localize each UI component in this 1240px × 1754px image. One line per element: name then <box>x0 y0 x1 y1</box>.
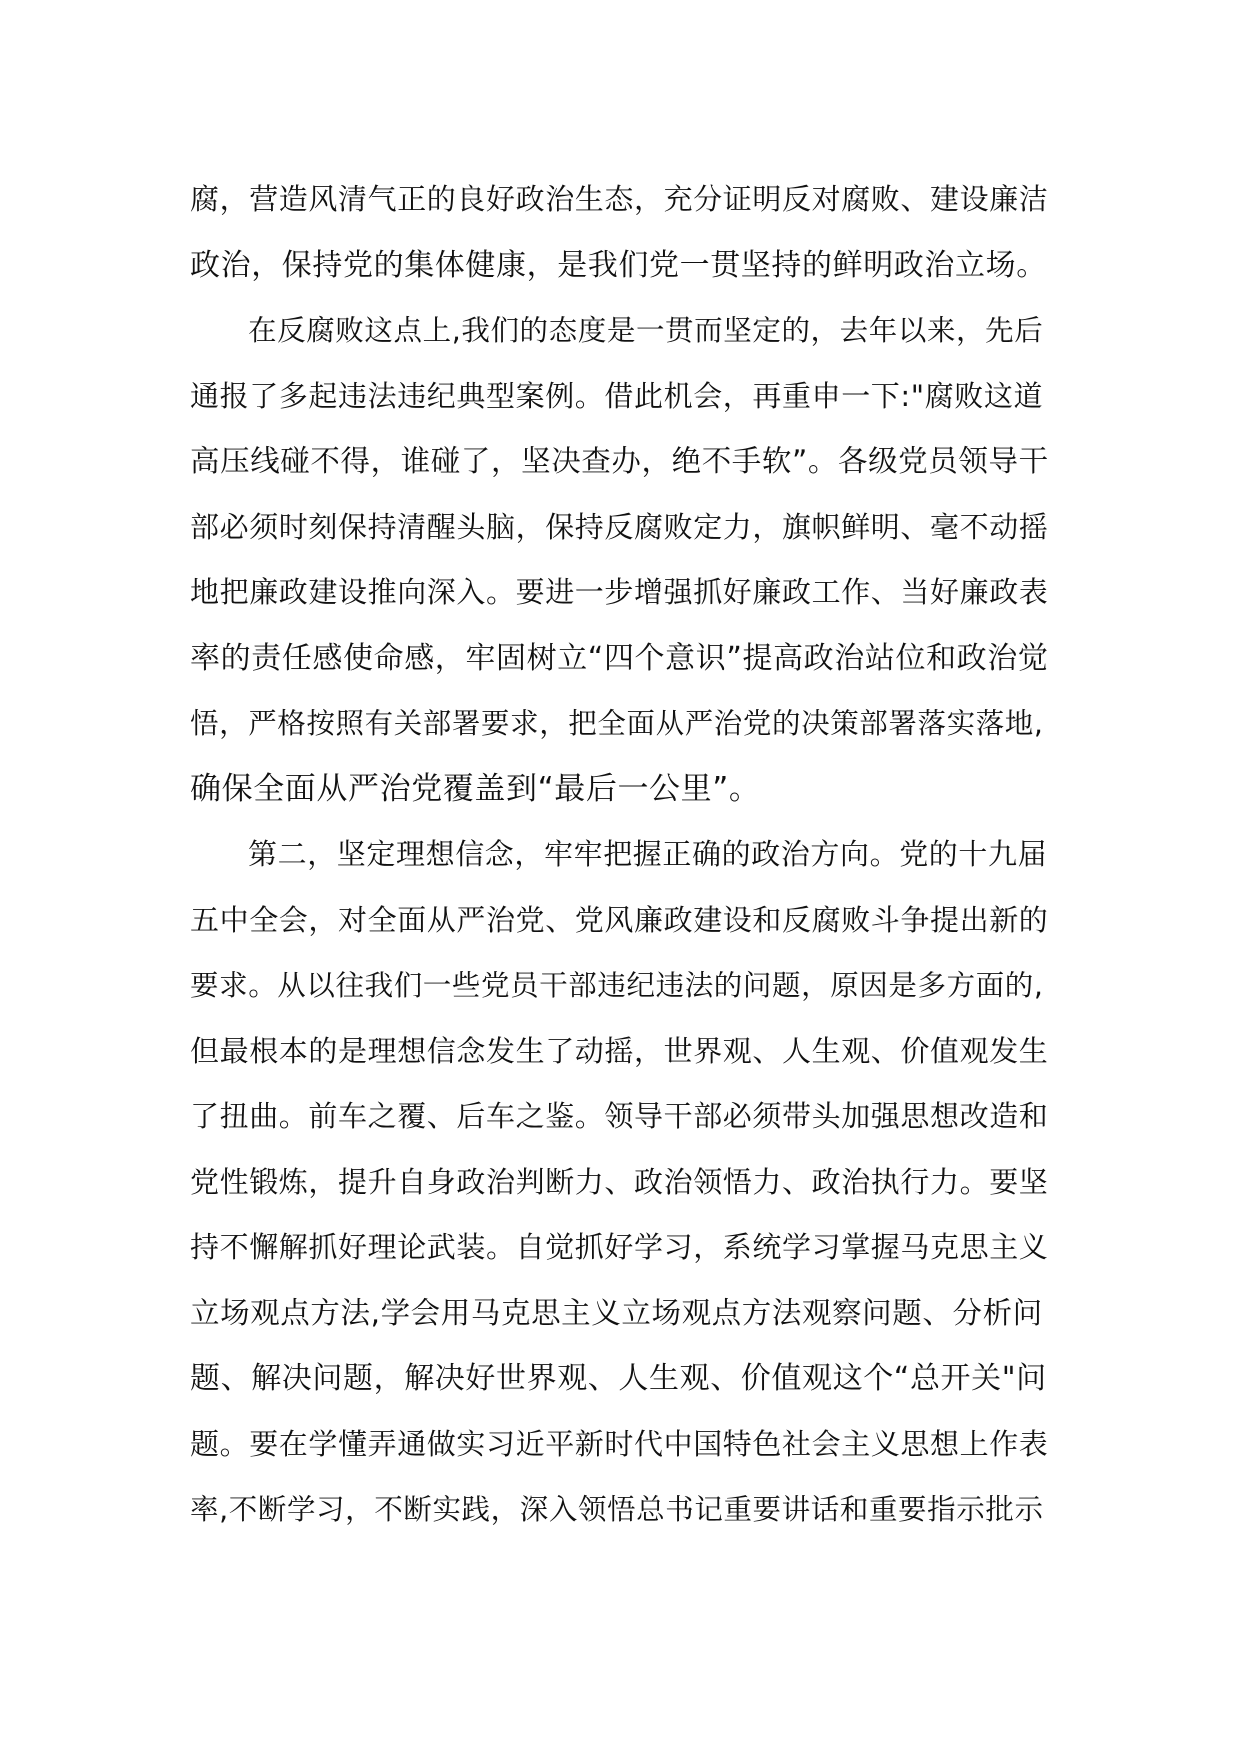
text-line: 部必须时刻保持清醒头脑，保持反腐败定力，旗帜鲜明、毫不动摇 <box>190 509 1049 544</box>
text-line: 题。要在学懂弄通做实习近平新时代中国特色社会主义思想上作表 <box>190 1426 1049 1461</box>
text-line: 高压线碰不得，谁碰了，坚决查办，绝不手软”。各级党员领导干 <box>190 444 1049 478</box>
text-line: 确保全面从严治党覆盖到“最后一公里”。 <box>190 770 761 807</box>
text-line: 但最根本的是理想信念发生了动摇，世界观、人生观、价值观发生 <box>190 1033 1049 1068</box>
text-line: 持不懈解抓好理论武装。自觉抓好学习，系统学习掌握马克思主义 <box>190 1230 1049 1264</box>
text-line: 党性锻炼，提升自身政治判断力、政治领悟力、政治执行力。要坚 <box>190 1164 1049 1199</box>
text-line: 了扭曲。前车之覆、后车之鉴。领导干部必须带头加强思想改造和 <box>190 1099 1049 1133</box>
text-line: 地把廉政建设推向深入。要进一步增强抓好廉政工作、当好廉政表 <box>190 575 1049 609</box>
document-body <box>190 167 1050 1543</box>
text-line: 题、解决问题，解决好世界观、人生观、价值观这个“总开关"问 <box>190 1361 1047 1396</box>
text-line: 政治，保持党的集体健康，是我们党一贯坚持的鲜明政治立场。 <box>190 247 1047 283</box>
text-line: 要求。从以往我们一些党员干部违纪违法的问题，原因是多方面的, <box>190 969 1044 1002</box>
text-line: 悟，严格按照有关部署要求，把全面从严治党的决策部署落实落地, <box>190 707 1044 740</box>
text-line: 腐，营造风清气正的良好政治生态，充分证明反对腐败、建设廉洁 <box>190 182 1049 216</box>
paragraph-start-line: 第二，坚定理想信念，牢牢把握正确的政治方向。党的十九届 <box>248 837 1048 871</box>
text-line: 立场观点方法,学会用马克思主义立场观点方法观察问题、分析问 <box>190 1295 1043 1330</box>
text-line: 通报了多起违法违纪典型案例。借此机会，再重申一下:"腐败这道 <box>190 378 1044 413</box>
text-line: 五中全会，对全面从严治党、党风廉政建设和反腐败斗争提出新的 <box>190 902 1049 937</box>
paragraph-start-line: 在反腐败这点上,我们的态度是一贯而坚定的，去年以来，先后 <box>248 314 1044 347</box>
text-line: 率,不断学习，不断实践，深入领悟总书记重要讲话和重要指示批示 <box>190 1493 1044 1526</box>
text-line: 率的责任感使命感，牢固树立“四个意识”提高政治站位和政治觉 <box>190 640 1049 676</box>
